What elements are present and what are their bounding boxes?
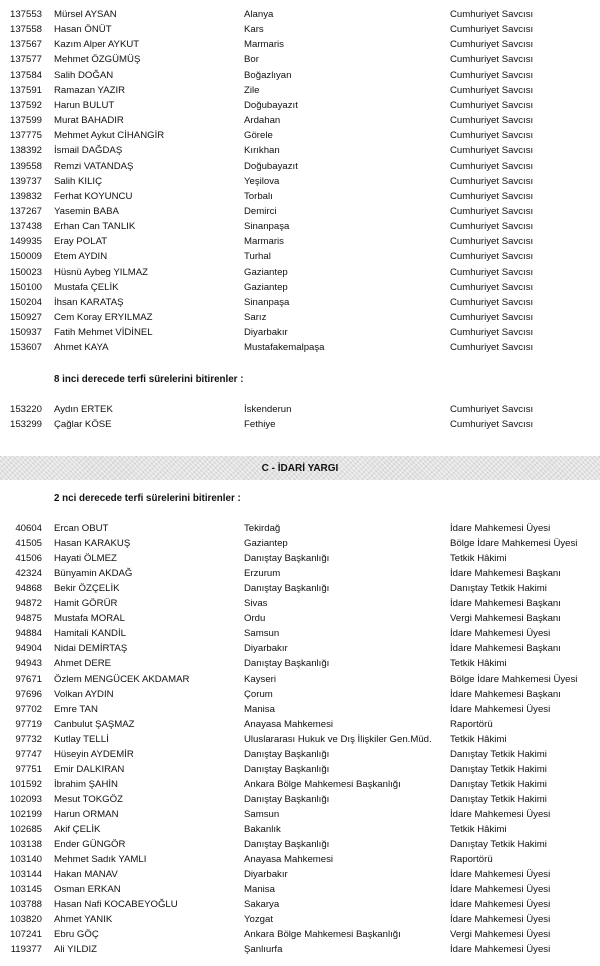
person-name: Nidai DEMİRTAŞ: [54, 643, 128, 655]
table-row: [0, 838, 600, 852]
position-title: İdare Mahkemesi Başkanı: [450, 598, 561, 610]
location: Samsun: [244, 628, 280, 640]
person-name: Emir DALKIRAN: [54, 763, 125, 775]
person-name: Cem Koray ERYILMAZ: [54, 312, 153, 323]
registry-number: 137558: [10, 24, 43, 36]
person-name: Mustafa MORAL: [54, 613, 125, 625]
registry-number: 139832: [10, 190, 43, 202]
table-row: [0, 160, 600, 174]
position-title: Cumhuriyet Savcısı: [450, 24, 534, 36]
location: Ardahan: [244, 115, 281, 127]
registry-number: 102093: [10, 793, 43, 805]
table-row: [0, 627, 600, 641]
location: Diyarbakır: [244, 327, 288, 339]
position-title: İdare Mahkemesi Başkanı: [450, 568, 561, 580]
table-row: [0, 84, 600, 98]
table-row: [0, 642, 600, 656]
table-row: [0, 250, 600, 264]
position-title: Vergi Mahkemesi Başkanı: [450, 613, 561, 625]
registry-number: 103140: [10, 854, 43, 866]
location: Gaziantep: [244, 266, 288, 278]
position-title: Cumhuriyet Savcısı: [450, 236, 534, 248]
table-row: [0, 913, 600, 927]
registry-number: 94904: [15, 643, 42, 655]
position-title: İdare Mahkemesi Üyesi: [450, 884, 551, 896]
location: Sakarya: [244, 899, 280, 911]
location: Torbalı: [244, 190, 273, 202]
location: Ordu: [244, 613, 266, 625]
table-row: [0, 853, 600, 867]
person-name: Yasemin BABA: [54, 205, 119, 217]
position-title: Cumhuriyet Savcısı: [450, 99, 534, 111]
registry-number: 97732: [15, 733, 42, 745]
registry-number: 150009: [10, 251, 43, 263]
position-title: İdare Mahkemesi Başkanı: [450, 688, 561, 700]
person-name: Mürsel AYSAN: [54, 9, 117, 20]
table-row: [0, 341, 600, 355]
table-row: [0, 582, 600, 596]
location: Görele: [244, 130, 273, 142]
table-row: [0, 69, 600, 83]
position-title: Cumhuriyet Savcısı: [450, 419, 534, 431]
registry-number: 94875: [15, 613, 42, 625]
position-title: Cumhuriyet Savcısı: [450, 84, 534, 96]
person-name: Hüsnü Aybeg YILMAZ: [54, 266, 149, 278]
person-name: Hasan ÖNÜT: [54, 24, 112, 36]
table-row: [0, 778, 600, 792]
registry-number: 137267: [10, 205, 43, 217]
position-title: Danıştay Tetkik Hakimi: [450, 763, 547, 775]
person-name: Emre TAN: [54, 703, 98, 715]
registry-number: 94872: [15, 598, 42, 610]
location: Sinanpaşa: [244, 296, 290, 308]
location: Anayasa Mahkemesi: [244, 854, 334, 866]
position-title: İdare Mahkemesi Üyesi: [450, 914, 551, 926]
person-name: Kutlay TELLİ: [54, 733, 109, 745]
table-row: [0, 403, 600, 417]
person-name: Ferhat KOYUNCU: [54, 190, 133, 202]
position-title: Cumhuriyet Savcısı: [450, 115, 534, 127]
table-row: [0, 235, 600, 249]
position-title: Tetkik Hâkimi: [450, 733, 507, 745]
table-row: [0, 808, 600, 822]
location: Ankara Bölge Mahkemesi Başkanlığı: [244, 929, 401, 941]
position-title: İdare Mahkemesi Üyesi: [450, 808, 551, 820]
table-row: [0, 311, 600, 325]
registry-number: 103144: [10, 869, 43, 881]
location: Anayasa Mahkemesi: [244, 718, 334, 730]
table-row: [0, 612, 600, 626]
position-title: Cumhuriyet Savcısı: [450, 251, 534, 263]
person-name: Mehmet Sadık YAMLI: [54, 854, 147, 866]
table-row: [0, 114, 600, 128]
table-row: [0, 703, 600, 717]
location: Sinanpaşa: [244, 221, 290, 233]
person-name: Hayati ÖLMEZ: [54, 553, 117, 565]
table-row: [0, 673, 600, 687]
table-row: [0, 883, 600, 897]
location: Boğazlıyan: [244, 69, 292, 81]
person-name: Mesut TOKGÖZ: [54, 793, 123, 805]
location: Danıştay Başkanlığı: [244, 748, 330, 760]
registry-number: 137438: [10, 221, 43, 233]
person-name: Hasan KARAKUŞ: [54, 538, 131, 550]
location: Yozgat: [244, 914, 273, 926]
registry-number: 137553: [10, 9, 43, 20]
location: Gaziantep: [244, 538, 288, 550]
registry-number: 150204: [10, 296, 43, 308]
position-title: Danıştay Tetkik Hakimi: [450, 793, 547, 805]
position-title: Cumhuriyet Savcısı: [450, 312, 534, 323]
location: Doğubayazıt: [244, 160, 298, 172]
table-row: [0, 733, 600, 747]
location: Erzurum: [244, 568, 281, 580]
person-name: İsmail DAĞDAŞ: [54, 145, 123, 157]
table-row: [0, 53, 600, 67]
position-title: İdare Mahkemesi Üyesi: [450, 628, 551, 640]
location: Diyarbakır: [244, 643, 288, 655]
person-name: Osman ERKAN: [54, 884, 121, 896]
table-row: [0, 567, 600, 581]
table-row: [0, 326, 600, 340]
section-band-title: C - İDARİ YARGI: [261, 463, 339, 474]
table-row: [0, 522, 600, 536]
position-title: Raportörü: [450, 854, 493, 866]
registry-number: 150937: [10, 327, 43, 339]
table-row: [0, 220, 600, 234]
registry-number: 94868: [15, 583, 42, 595]
table-row: [0, 868, 600, 882]
person-name: Eray POLAT: [54, 236, 108, 248]
person-name: Etem AYDIN: [54, 251, 108, 263]
registry-number: 41505: [15, 538, 42, 550]
registry-number: 119377: [10, 944, 42, 956]
table-row: [0, 688, 600, 702]
person-name: Volkan AYDIN: [54, 688, 114, 700]
location: Marmaris: [244, 39, 284, 51]
location: Bakanlık: [244, 824, 281, 835]
registry-number: 41506: [15, 553, 42, 565]
person-name: Salih KILIÇ: [54, 175, 102, 187]
location: Danıştay Başkanlığı: [244, 553, 330, 565]
registry-number: 150927: [10, 312, 43, 323]
position-title: Cumhuriyet Savcısı: [450, 175, 534, 187]
table-row: [0, 793, 600, 807]
position-title: Cumhuriyet Savcısı: [450, 69, 534, 81]
table-row: [0, 175, 600, 189]
person-name: Ramazan YAZIR: [54, 84, 126, 96]
person-name: Murat BAHADIR: [54, 115, 124, 127]
person-name: Harun BULUT: [54, 99, 115, 111]
position-title: Cumhuriyet Savcısı: [450, 221, 534, 233]
registry-number: 40604: [15, 523, 42, 534]
person-name: Hüseyin AYDEMİR: [54, 748, 134, 760]
registry-number: 137567: [10, 39, 43, 51]
location: Marmaris: [244, 236, 284, 248]
location: Kars: [244, 24, 264, 36]
registry-number: 150100: [10, 281, 43, 293]
registry-number: 137592: [10, 99, 43, 111]
table-row: [0, 943, 600, 957]
person-name: Özlem MENGÜCEK AKDAMAR: [54, 673, 190, 685]
section-heading-2nd-degree: 2 nci derecede terfi sürelerini bitirenler :: [54, 493, 241, 504]
location: Danıştay Başkanlığı: [244, 793, 330, 805]
location: Sarız: [244, 312, 267, 323]
table-row: [0, 898, 600, 912]
person-name: Ender GÜNGÖR: [54, 839, 126, 851]
table-row: [0, 537, 600, 551]
registry-number: 153220: [10, 404, 43, 415]
section-heading-8th-degree: 8 inci derecede terfi sürelerini bitirenler :: [54, 374, 244, 385]
table-row: [0, 718, 600, 732]
table-row: [0, 266, 600, 280]
position-title: Cumhuriyet Savcısı: [450, 266, 534, 278]
position-title: Cumhuriyet Savcısı: [450, 9, 534, 20]
location: Kayseri: [244, 673, 276, 685]
position-title: Tetkik Hâkimi: [450, 553, 507, 565]
person-name: Ahmet DERE: [54, 658, 112, 670]
location: Samsun: [244, 808, 280, 820]
registry-number: 153607: [10, 342, 43, 354]
location: Danıştay Başkanlığı: [244, 583, 330, 595]
person-name: Bekir ÖZÇELİK: [54, 583, 120, 595]
position-title: Cumhuriyet Savcısı: [450, 281, 534, 293]
location: Uluslararası Hukuk ve Dış İlişkiler Gen.Müd.: [244, 733, 432, 745]
registry-number: 137599: [10, 115, 43, 127]
position-title: İdare Mahkemesi Üyesi: [450, 899, 551, 911]
person-name: Erhan Can TANLIK: [54, 221, 136, 233]
registry-number: 137584: [10, 69, 43, 81]
registry-number: 102199: [10, 808, 43, 820]
position-title: İdare Mahkemesi Üyesi: [450, 703, 551, 715]
location: Demirci: [244, 205, 277, 217]
registry-number: 137577: [10, 54, 43, 66]
registry-number: 94943: [15, 658, 42, 670]
person-name: Ebru GÖÇ: [54, 929, 99, 941]
location: Yeşilova: [244, 175, 280, 187]
position-title: Cumhuriyet Savcısı: [450, 160, 534, 172]
location: İskenderun: [244, 404, 292, 415]
table-row: [0, 748, 600, 762]
position-title: Bölge İdare Mahkemesi Üyesi: [450, 673, 578, 685]
person-name: Bünyamin AKDAĞ: [54, 568, 133, 580]
person-name: Ercan OBUT: [54, 523, 109, 534]
position-title: Danıştay Tetkik Hakimi: [450, 778, 547, 790]
location: Zile: [244, 84, 260, 96]
location: Danıştay Başkanlığı: [244, 763, 330, 775]
position-title: Cumhuriyet Savcısı: [450, 190, 534, 202]
position-title: Vergi Mahkemesi Üyesi: [450, 929, 551, 941]
table-row: [0, 144, 600, 158]
table-row: [0, 823, 600, 837]
registry-number: 42324: [15, 568, 42, 580]
registry-number: 139558: [10, 160, 43, 172]
table-row: [0, 129, 600, 143]
table-row: [0, 23, 600, 37]
registry-number: 137775: [10, 130, 43, 142]
position-title: İdare Mahkemesi Üyesi: [450, 523, 551, 534]
table-row: [0, 205, 600, 219]
person-name: Hakan MANAV: [54, 869, 118, 881]
registry-number: 137591: [10, 84, 43, 96]
registry-number: 102685: [10, 824, 43, 835]
person-name: Salih DOĞAN: [54, 69, 114, 81]
position-title: Cumhuriyet Savcısı: [450, 145, 534, 157]
table-row: [0, 38, 600, 52]
person-name: Canbulut ŞAŞMAZ: [54, 718, 135, 730]
location: Manisa: [244, 884, 275, 896]
table-row: [0, 8, 600, 22]
registry-number: 97671: [15, 673, 42, 685]
location: Manisa: [244, 703, 275, 715]
person-name: Ali YILDIZ: [54, 944, 98, 956]
table-row: [0, 418, 600, 432]
position-title: Cumhuriyet Savcısı: [450, 205, 534, 217]
location: Ankara Bölge Mahkemesi Başkanlığı: [244, 778, 401, 790]
registry-number: 153299: [10, 419, 43, 431]
position-title: Danıştay Tetkik Hakimi: [450, 748, 547, 760]
person-name: Aydın ERTEK: [54, 404, 113, 415]
location: Fethiye: [244, 419, 276, 431]
person-name: Remzi VATANDAŞ: [54, 160, 134, 172]
registry-number: 138392: [10, 145, 43, 157]
location: Danıştay Başkanlığı: [244, 658, 330, 670]
position-title: Cumhuriyet Savcısı: [450, 296, 534, 308]
person-name: Ahmet YANIK: [54, 914, 113, 926]
table-row: [0, 763, 600, 777]
location: Kırıkhan: [244, 145, 280, 157]
person-name: İhsan KARATAŞ: [54, 296, 124, 308]
registry-number: 94884: [15, 628, 42, 640]
person-name: Ahmet KAYA: [54, 342, 109, 354]
table-row: [0, 928, 600, 942]
person-name: Mustafa ÇELİK: [54, 281, 119, 293]
position-title: İdare Mahkemesi Üyesi: [450, 869, 551, 881]
location: Bor: [244, 54, 259, 66]
person-name: Mehmet Aykut CİHANGİR: [54, 130, 165, 142]
position-title: İdare Mahkemesi Üyesi: [450, 944, 551, 956]
position-title: Cumhuriyet Savcısı: [450, 54, 534, 66]
location: Danıştay Başkanlığı: [244, 839, 330, 851]
registry-number: 101592: [10, 778, 43, 790]
person-name: Kazım Alper AYKUT: [54, 39, 140, 51]
position-title: Cumhuriyet Savcısı: [450, 130, 534, 142]
registry-number: 97719: [15, 718, 42, 730]
person-name: Akif ÇELİK: [54, 824, 101, 835]
table-row: [0, 99, 600, 113]
person-name: Fatih Mehmet VİDİNEL: [54, 327, 153, 339]
location: Mustafakemalpaşa: [244, 342, 325, 354]
location: Turhal: [244, 251, 271, 263]
registry-number: 139737: [10, 175, 43, 187]
position-title: Danıştay Tetkik Hakimi: [450, 839, 547, 851]
registry-number: 97702: [15, 703, 42, 715]
person-name: Hasan Nafi KOCABEYOĞLU: [54, 899, 178, 911]
registry-number: 150023: [10, 266, 43, 278]
position-title: Tetkik Hâkimi: [450, 658, 507, 670]
position-title: Cumhuriyet Savcısı: [450, 327, 534, 339]
registry-number: 103145: [10, 884, 43, 896]
registry-number: 149935: [10, 236, 43, 248]
person-name: İbrahim ŞAHİN: [54, 778, 118, 790]
location: Şanlıurfa: [244, 944, 283, 956]
registry-number: 97751: [15, 763, 42, 775]
registry-number: 103788: [10, 899, 43, 911]
registry-number: 103138: [10, 839, 43, 851]
table-row: [0, 281, 600, 295]
position-title: İdare Mahkemesi Başkanı: [450, 643, 561, 655]
location: Gaziantep: [244, 281, 288, 293]
position-title: Raportörü: [450, 718, 493, 730]
person-name: Hamitali KANDİL: [54, 628, 126, 640]
table-row: [0, 552, 600, 566]
registry-number: 97696: [15, 688, 42, 700]
person-name: Çağlar KÖSE: [54, 419, 112, 431]
table-row: [0, 657, 600, 671]
registry-number: 103820: [10, 914, 43, 926]
position-title: Danıştay Tetkik Hakimi: [450, 583, 547, 595]
position-title: Bölge İdare Mahkemesi Üyesi: [450, 538, 578, 550]
location: Diyarbakır: [244, 869, 288, 881]
position-title: Cumhuriyet Savcısı: [450, 342, 534, 354]
registry-number: 107241: [10, 929, 43, 941]
location: Sivas: [244, 598, 268, 610]
registry-number: 97747: [15, 748, 42, 760]
location: Doğubayazıt: [244, 99, 298, 111]
position-title: Tetkik Hâkimi: [450, 824, 507, 835]
location: Tekirdağ: [244, 523, 281, 534]
table-row: [0, 597, 600, 611]
table-row: [0, 190, 600, 204]
location: Çorum: [244, 688, 273, 700]
position-title: Cumhuriyet Savcısı: [450, 404, 534, 415]
person-name: Mehmet ÖZGÜMÜŞ: [54, 54, 141, 66]
person-name: Hamit GÖRÜR: [54, 598, 118, 610]
table-row: [0, 296, 600, 310]
person-name: Harun ORMAN: [54, 808, 119, 820]
location: Alanya: [244, 9, 274, 20]
position-title: Cumhuriyet Savcısı: [450, 39, 534, 51]
